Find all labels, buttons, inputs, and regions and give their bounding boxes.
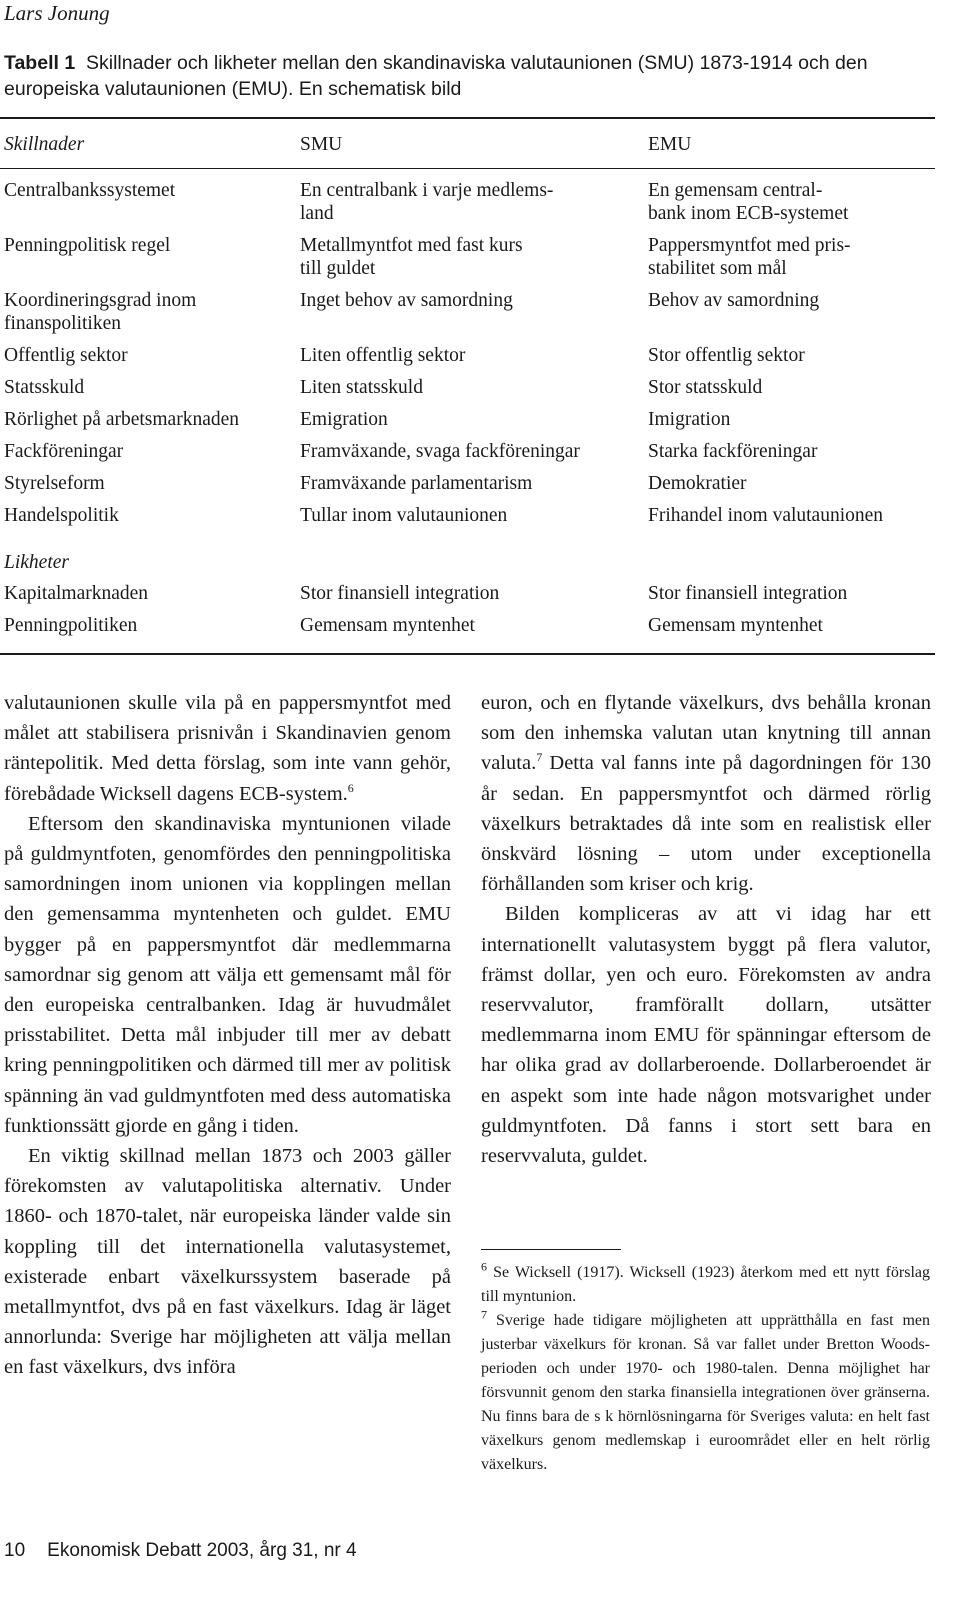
table-cell: Stor finansiell integration bbox=[300, 583, 500, 604]
table-cell: En gemensam central- bank inom ECB-systemet bbox=[648, 180, 849, 224]
table-cell: Demokratier bbox=[648, 473, 747, 494]
table-cell: Liten statsskuld bbox=[300, 377, 423, 398]
table-cell: Offentlig sektor bbox=[4, 345, 128, 366]
table-cell: Koordineringsgrad inom finanspolitiken bbox=[4, 290, 197, 334]
table-bottom-rule bbox=[0, 653, 935, 655]
table-col-header-skillnader: Skillnader bbox=[4, 134, 85, 155]
table-cell: Penningpolitisk regel bbox=[4, 235, 171, 256]
body-paragraph: Eftersom den skandinaviska myntunionen vilade på guldmyntfoten, genomfördes den penningpolitiska samordningen inom unionen via kopplingen mellan den gemensamma myntenheten och guldet. EMU bygger på en pappersmyntfot där medlemmarna samordnar sig genom att välja ett gemensamt mål för den europeiska centralbanken. Idag är huvudmålet prisstabilitet. Detta mål inbjuder till mer av debatt kring penningpolitiken och därmed till mer av politisk spänning än vad guldmyntfoten med dess automatiska funktionssätt gjorde en gång i tiden. bbox=[4, 812, 451, 1137]
table-cell: Framväxande, svaga fackföreningar bbox=[300, 441, 580, 462]
table-cell: Stor finansiell integration bbox=[648, 583, 848, 604]
table-cell: Penningpolitiken bbox=[4, 615, 138, 636]
table-section-likheter: Likheter bbox=[4, 552, 69, 573]
body-paragraph: euron, och en flytande växelkurs, dvs behålla kronan som den inhemska valutan utan knytning till annan valuta.$^7$ Detta val fanns inte på dagordningen för 130 år sedan. En pappersmyntfot och därmed rörlig växelkurs betraktades då inte som en realistisk eller önskvärd lösning – utom under exceptionella förhållanden som kriser och krig. bbox=[481, 692, 931, 896]
footnote-ref: 7 bbox=[536, 750, 543, 765]
table-caption-text: Skillnader och likheter mellan den skandinaviska valutaunionen (SMU) 1873-1914 och den europeiska valutaunionen (EMU). En schematisk bild bbox=[4, 52, 868, 100]
table-cell: Emigration bbox=[300, 409, 388, 430]
table-cell: Tullar inom valutaunionen bbox=[300, 505, 508, 526]
table-cell: Fackföreningar bbox=[4, 441, 124, 462]
table-col-header-emu: EMU bbox=[648, 134, 692, 155]
table-header-rule bbox=[0, 168, 935, 169]
body-paragraph: En viktig skillnad mellan 1873 och 2003 gäller förekomsten av valutapolitiska alternativ. Under 1860- och 1870-talet, när europeiska länder valde sin koppling till det internationella valutasystemet, existerade enbart växelkurssystem baserade på metallmyntfot, dvs på en fast växelkurs. Idag är läget annorlunda: Sverige har möjligheten att välja mellan en fast växelkurs, dvs införa bbox=[4, 1145, 451, 1379]
table-cell: Kapitalmarknaden bbox=[4, 583, 149, 604]
table-cell: Gemensam myntenhet bbox=[648, 615, 823, 636]
page-footer bbox=[4, 1538, 357, 1564]
page-number: 10 bbox=[4, 1540, 26, 1561]
footnote-text: Se Wicksell (1917). Wicksell (1923) återkom med ett nytt förslag till myntunion. bbox=[481, 1264, 931, 1305]
footnotes bbox=[481, 1261, 930, 1477]
footnote-number: 6 bbox=[481, 1259, 487, 1274]
footnote-divider bbox=[481, 1249, 621, 1250]
table-cell: Handelspolitik bbox=[4, 505, 119, 526]
body-column-left bbox=[4, 688, 451, 1383]
table-cell: Centralbankssystemet bbox=[4, 180, 176, 201]
footnote-text: Sverige hade tidigare möjligheten att upprätthålla en fast men justerbar växelkurs för kronan. Så var fallet under Bretton Woods-perioden och under 1970- och 1980-talen. Denna möjlighet har försvunnit genom den starka finansiella integrationen över gränserna. Nu finns bara de s k hörnlösningarna för Sveriges valuta: en helt fast växelkurs genom medlemskap i euroområdet eller en helt rörlig växelkurs. bbox=[481, 1312, 931, 1473]
table-cell: Behov av samordning bbox=[648, 290, 820, 311]
table-cell: Statsskuld bbox=[4, 377, 85, 398]
footnote-ref: 6 bbox=[347, 780, 354, 795]
table-cell: Rörlighet på arbetsmarknaden bbox=[4, 409, 239, 430]
table-col-header-smu: SMU bbox=[300, 134, 343, 155]
table-cell: Starka fackföreningar bbox=[648, 441, 818, 462]
body-column-right bbox=[481, 688, 931, 1171]
footnote-number: 7 bbox=[481, 1307, 487, 1322]
footnote bbox=[481, 1261, 930, 1309]
table-cell: Framväxande parlamentarism bbox=[300, 473, 533, 494]
body-paragraph: valutaunionen skulle vila på en pappersmyntfot med målet att stabilisera prisnivån i Skandinavien genom räntepolitik. Med detta förslag, som inte vann gehör, förebådade Wicksell dagens ECB-system.$^6$ bbox=[4, 692, 451, 805]
table-cell: Styrelseform bbox=[4, 473, 105, 494]
table-cell: Metallmyntfot med fast kurs till guldet bbox=[300, 235, 523, 279]
table-caption-label: Tabell 1 bbox=[4, 52, 76, 74]
table-cell: Stor offentlig sektor bbox=[648, 345, 805, 366]
table-cell: Stor statsskuld bbox=[648, 377, 763, 398]
table-cell: Inget behov av samordning bbox=[300, 290, 513, 311]
table-cell: Pappersmyntfot med pris- stabilitet som mål bbox=[648, 235, 851, 279]
table-cell: Imigration bbox=[648, 409, 731, 430]
table-cell: Liten offentlig sektor bbox=[300, 345, 466, 366]
table-cell: En centralbank i varje medlems- land bbox=[300, 180, 554, 224]
table-cell: Gemensam myntenhet bbox=[300, 615, 475, 636]
footnote bbox=[481, 1309, 930, 1477]
body-paragraph: Bilden kompliceras av att vi idag har ett internationellt valutasystem byggt på flera valutor, främst dollar, yen och euro. Förekomsten av andra reservvalutor, framförallt dollarn, utsätter medlemmarna inom EMU för spänningar eftersom de har olika grad av dollarberoende. Dollarberoendet är en aspekt som inte hade någon motsvarighet under guldmyntfoten. Då fanns i stort sett bara en reservvaluta, guldet. bbox=[481, 903, 931, 1168]
journal-name: Ekonomisk Debatt 2003, årg 31, nr 4 bbox=[47, 1540, 357, 1561]
table-caption bbox=[4, 50, 934, 102]
table-top-rule bbox=[0, 117, 935, 119]
running-header-author: Lars Jonung bbox=[4, 1, 110, 25]
table-cell: Frihandel inom valutaunionen bbox=[648, 505, 884, 526]
